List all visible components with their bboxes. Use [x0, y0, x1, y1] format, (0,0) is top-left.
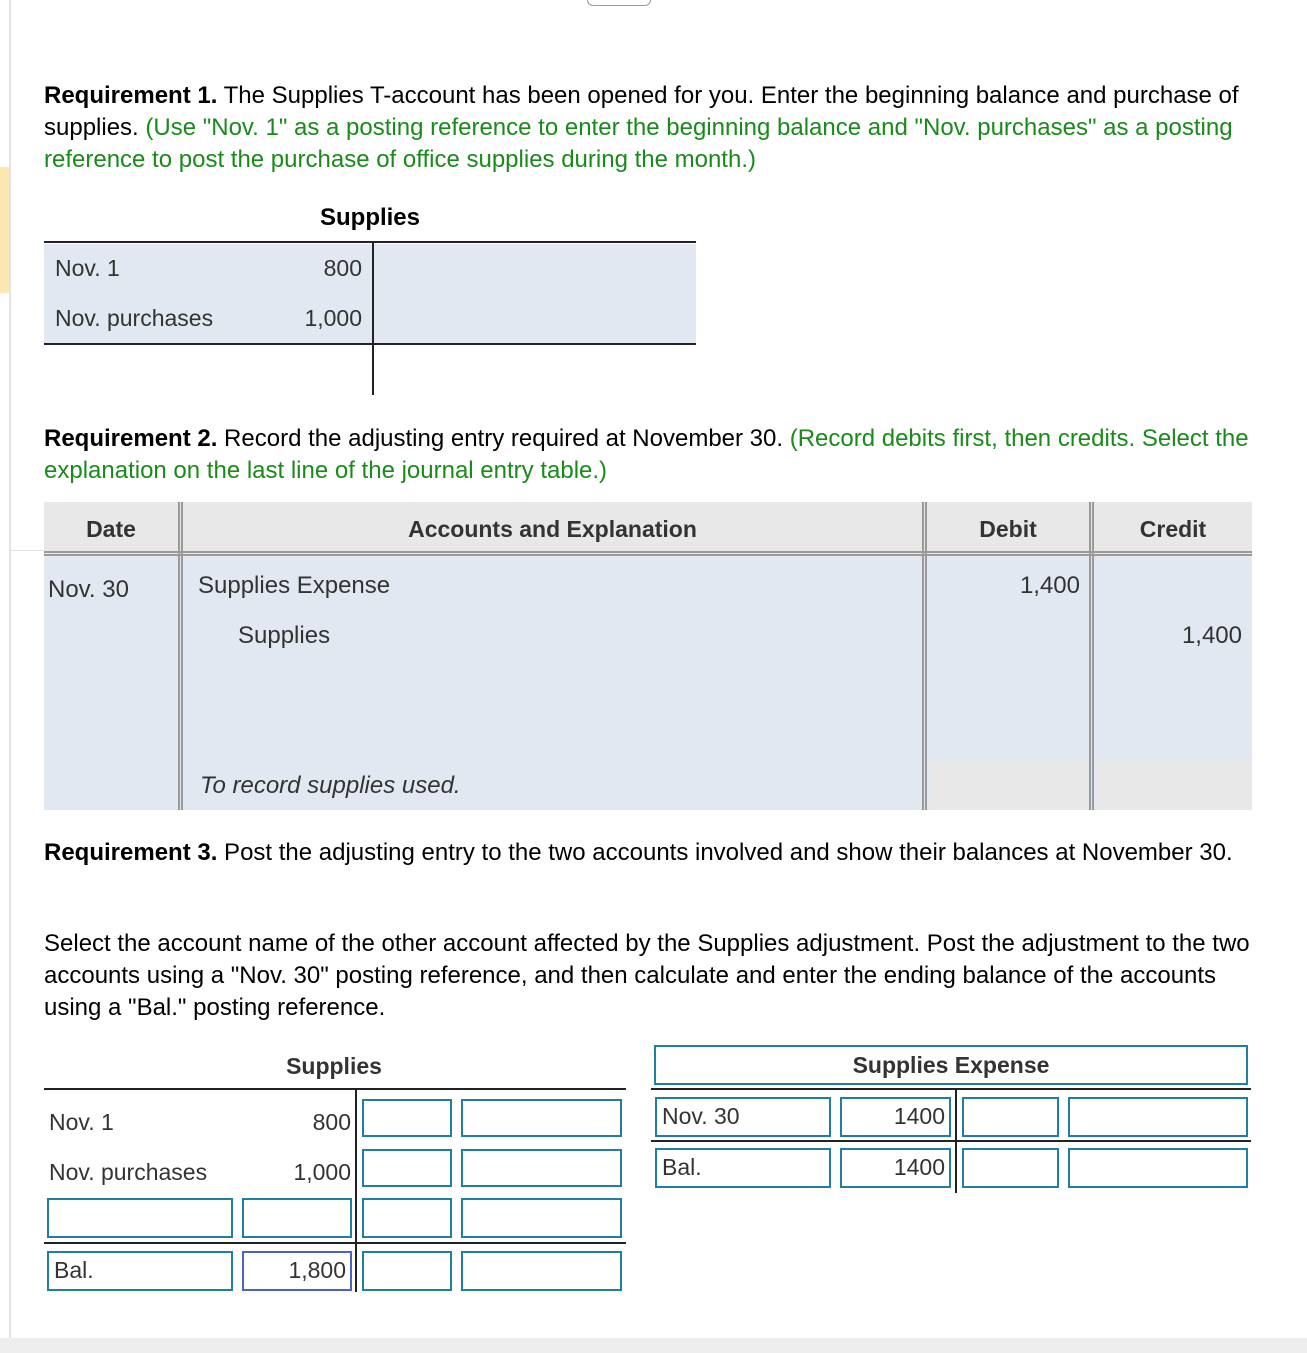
journal-date[interactable]: Nov. 30 [48, 576, 129, 603]
supplies-expense-credit-ref-input[interactable] [962, 1148, 1059, 1188]
journal-col-divider [922, 502, 927, 810]
col-header-accounts: Accounts and Explanation [408, 516, 697, 542]
requirement-3-instructions: Select the account name of the other account affected by the Supplies adjustment. Post the adjustment to the two accounts using a "Nov. 30" posting reference, and then calculate and enter the ending balance of the accounts using a "Bal." posting reference. [44, 930, 1250, 1021]
supplies-expense-account-title[interactable]: Supplies Expense [654, 1045, 1248, 1085]
t-account-center-line [372, 243, 374, 395]
t-account-top-line [44, 241, 696, 243]
divider [11, 550, 44, 551]
requirement-3-body: Post the adjusting entry to the two accounts involved and show their balances at November 30. [217, 839, 1233, 866]
supplies-debit: 800 [312, 1109, 351, 1135]
supplies-credit-ref-input[interactable] [362, 1149, 452, 1187]
supplies-credit-amount-input[interactable] [461, 1099, 622, 1137]
supplies-expense-top-line [651, 1088, 1251, 1090]
supplies-expense-bal-ref-input[interactable]: Bal. [655, 1148, 831, 1188]
supplies-expense-ref-input[interactable]: Nov. 30 [655, 1097, 831, 1137]
col-header-credit: Credit [1139, 516, 1207, 542]
requirement-2-heading: Requirement 2. [44, 425, 218, 452]
supplies-top-line [44, 1088, 626, 1090]
supplies-total-line [44, 1242, 626, 1244]
supplies-expense-debit-input[interactable]: 1400 [840, 1097, 951, 1137]
supplies-debit-ref-input[interactable] [47, 1198, 233, 1238]
supplies-debit-amount-input[interactable] [242, 1198, 352, 1238]
journal-header-divider [44, 551, 1252, 556]
t-account-debit[interactable]: 800 [323, 255, 362, 281]
requirement-1-heading: Requirement 1. [44, 82, 218, 109]
t-account-debit[interactable]: 1,000 [304, 305, 362, 331]
supplies-expense-credit-amount-input[interactable] [1068, 1148, 1248, 1188]
journal-debit-amount[interactable]: 1,400 [1019, 572, 1080, 599]
journal-credit-amount[interactable]: 1,400 [1181, 622, 1242, 649]
requirement-1-text [44, 80, 1244, 176]
top-toggle-button[interactable] [587, 0, 651, 6]
requirement-1-body: The Supplies T-account has been opened for you. Enter the beginning balance and purchase of supplies. [44, 82, 1239, 141]
supplies-bal-amount-input[interactable]: 1,800 [242, 1251, 352, 1291]
supplies-expense-bal-amount-input[interactable]: 1400 [840, 1148, 951, 1188]
requirement-3-text [44, 837, 1244, 869]
journal-explanation[interactable]: To record supplies used. [200, 772, 461, 799]
supplies-expense-credit-ref-input[interactable] [962, 1097, 1059, 1137]
supplies-credit-amount-input[interactable] [461, 1149, 622, 1187]
supplies-credit-amount-input[interactable] [461, 1198, 622, 1238]
t-account-ref[interactable]: Nov. 1 [55, 255, 120, 281]
left-border [9, 0, 11, 1338]
supplies-credit-ref-input[interactable] [362, 1099, 452, 1137]
journal-col-divider [1089, 502, 1094, 810]
question-marker [0, 167, 9, 293]
supplies-center-line [355, 1090, 357, 1292]
col-header-date: Date [86, 516, 136, 542]
supplies-ref: Nov. purchases [49, 1159, 208, 1185]
requirement-1-instruction: (Use "Nov. 1" as a posting reference to enter the beginning balance and "Nov. purchases" as a posting reference to post the purchase of office supplies during the month.) [44, 114, 1233, 173]
journal-explanation-credit-cell [1097, 760, 1252, 810]
requirement-2-text [44, 423, 1264, 487]
supplies-credit-amount-input[interactable] [461, 1251, 622, 1291]
bottom-bar [0, 1338, 1307, 1353]
requirement-3-heading: Requirement 3. [44, 839, 218, 866]
col-header-debit: Debit [979, 516, 1037, 542]
journal-explanation-debit-cell [930, 760, 1087, 810]
supplies-account-title: Supplies [286, 1053, 382, 1079]
requirement-2-body: Record the adjusting entry required at November 30. [217, 425, 790, 452]
journal-debit-account[interactable]: Supplies Expense [198, 572, 391, 599]
supplies-expense-credit-amount-input[interactable] [1068, 1097, 1248, 1137]
journal-col-divider [178, 502, 183, 810]
t-account-title: Supplies [319, 204, 421, 231]
supplies-credit-ref-input[interactable] [362, 1198, 452, 1238]
requirement-2-instruction: (Record debits first, then credits. Select the explanation on the last line of the journal entry table.) [44, 425, 1249, 484]
t-account-ref[interactable]: Nov. purchases [55, 305, 214, 331]
t-account-total-line [44, 343, 696, 345]
supplies-ref: Nov. 1 [49, 1109, 114, 1135]
supplies-debit: 1,000 [293, 1159, 351, 1185]
supplies-bal-ref-input[interactable]: Bal. [47, 1251, 233, 1291]
supplies-expense-total-line [651, 1140, 1251, 1142]
supplies-credit-ref-input[interactable] [362, 1251, 452, 1291]
journal-credit-account[interactable]: Supplies [238, 622, 331, 649]
